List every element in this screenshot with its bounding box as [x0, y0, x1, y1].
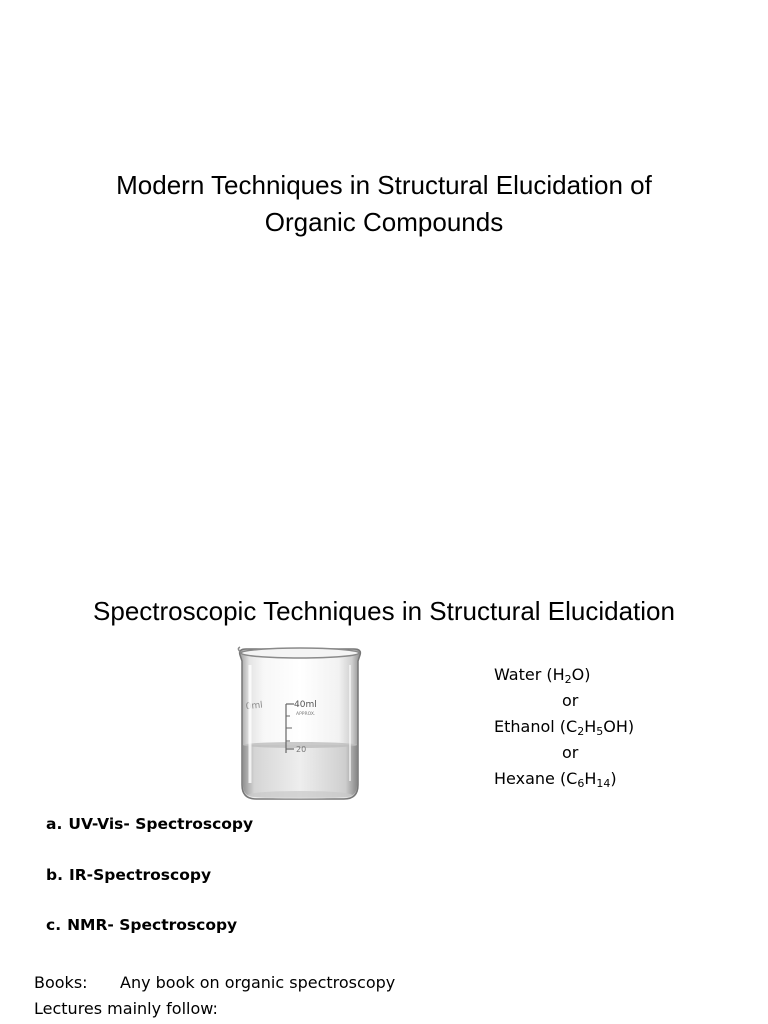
technique-letter: c.: [46, 916, 62, 934]
books-line: [34, 970, 395, 996]
beaker-icon: [234, 645, 366, 803]
slide1-title: [40, 167, 728, 241]
beaker-mark-top: 40ml: [294, 700, 317, 710]
technique-letter: a.: [46, 815, 63, 833]
technique-item: [46, 814, 253, 834]
solvent-hexane: Hexane $(C_6H_{14})$: [494, 769, 617, 790]
slide2-title: Spectroscopic Techniques in Structural Elucidation: [93, 596, 675, 626]
technique-item: [46, 865, 211, 885]
title-line-1: Modern Techniques in Structural Elucidation of: [116, 170, 652, 200]
books-label: Books:: [34, 973, 88, 992]
technique-label: IR-Spectroscopy: [68, 866, 212, 884]
technique-label: NMR- Spectroscopy: [67, 916, 238, 934]
technique-item: [46, 915, 237, 935]
solvent-ethanol: Ethanol $(C_2H_5OH)$: [494, 717, 635, 738]
lectures-line: Lectures mainly follow:: [34, 999, 218, 1018]
solvent-list: [494, 662, 634, 792]
technique-label: UV-Vis- Spectroscopy: [68, 815, 254, 833]
beaker-mark-approx: APPROX.: [296, 712, 316, 717]
solvent-or-2: or: [562, 743, 579, 762]
technique-letter: b.: [46, 866, 63, 884]
solvent-or-1: or: [562, 691, 579, 710]
books-text: Any book on organic spectroscopy: [120, 973, 396, 992]
solvent-water: Water $(H_2O)$: [494, 665, 591, 686]
beaker-mark-side: 0ml: [245, 700, 264, 713]
books-note: [34, 970, 395, 1022]
title-line-2: Organic Compounds: [264, 207, 504, 237]
beaker-mark-low: 20: [296, 745, 307, 754]
